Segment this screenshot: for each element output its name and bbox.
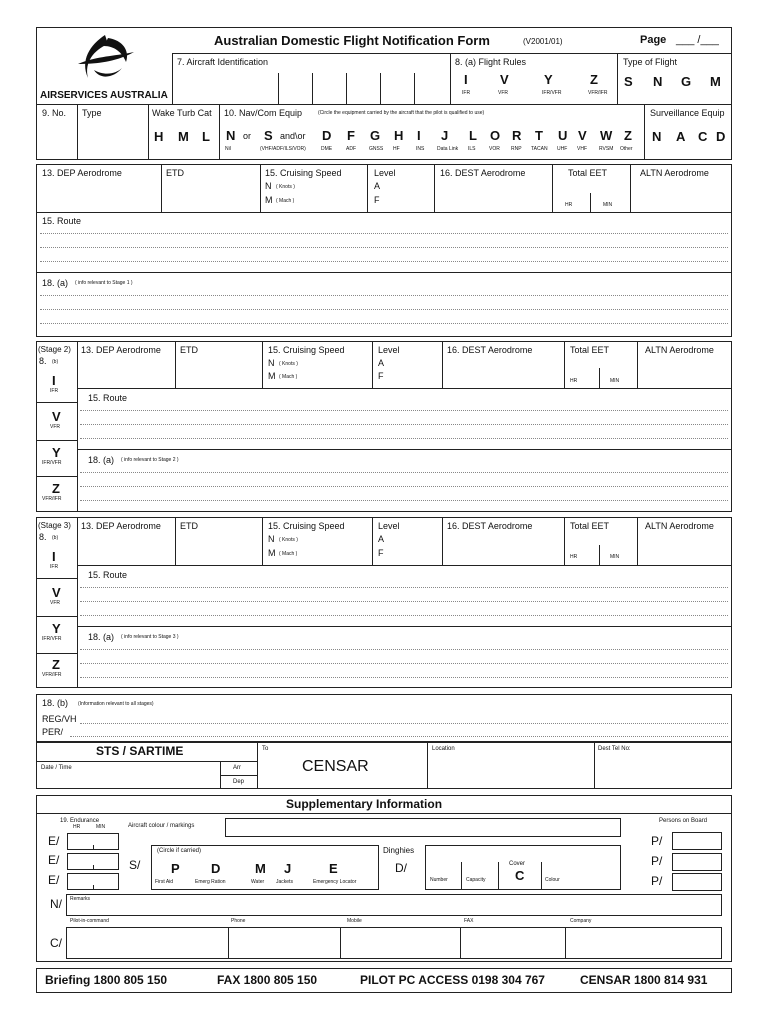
stage3-cruise-label: 15. Cruising Speed <box>268 521 345 531</box>
type-of-flight-label: Type of Flight <box>623 57 678 67</box>
survival-j-sub: Jackets <box>276 879 293 885</box>
stage3-rule-y[interactable]: Y <box>52 621 61 636</box>
n-label: N/ <box>50 897 62 911</box>
survival-m-sub: Water <box>251 879 265 885</box>
flight-type-m[interactable]: M <box>710 74 721 89</box>
s-label: S/ <box>129 858 141 872</box>
stage2-rule-z-sub: VFR/IFR <box>42 496 62 502</box>
navcom-options <box>222 128 643 154</box>
stage3-rule-v[interactable]: V <box>52 585 61 600</box>
navcom-9[interactable]: J <box>441 128 449 143</box>
aircraft-type-label: Type <box>82 108 102 118</box>
stage1-eet-label: Total EET <box>568 168 608 178</box>
sts-location: Location <box>432 746 455 752</box>
navcom-16[interactable]: W <box>600 128 613 143</box>
wake-turb-options <box>150 130 218 146</box>
flight-type-g[interactable]: G <box>681 74 692 89</box>
aircraft-colour-field[interactable] <box>225 818 621 837</box>
reg-label: REG/VH <box>42 714 77 724</box>
stage3-rule-y-sub: IFR/VFR <box>42 636 62 642</box>
c-label: C/ <box>50 936 62 950</box>
pic-label: Pilot-in-command <box>70 918 109 924</box>
navcom-5-sub: ADF <box>346 146 356 152</box>
flight-rules-options <box>452 71 617 101</box>
stage1-altn-label: ALTN Aerodrome <box>640 168 709 178</box>
wake-m[interactable]: M <box>178 129 189 144</box>
navcom-15[interactable]: V <box>578 128 587 143</box>
flight-rule-v[interactable]: V <box>500 72 509 87</box>
stage3-dep-label: 13. DEP Aerodrome <box>81 521 161 531</box>
surveillance-options <box>648 130 730 146</box>
surv-d[interactable]: D <box>716 129 726 144</box>
aircraft-id-label: 7. Aircraft Identification <box>177 57 269 67</box>
e-label-3: E/ <box>48 873 60 887</box>
mobile-label: Mobile <box>347 918 362 924</box>
navcom-17-sub: Other <box>620 146 633 152</box>
airservices-logo-icon <box>70 30 140 85</box>
survival-m[interactable]: M <box>255 861 266 876</box>
flight-type-s[interactable]: S <box>624 74 633 89</box>
navcom-4[interactable]: D <box>322 128 332 143</box>
survival-p-sub: First Aid <box>155 879 174 885</box>
stage1-cruise-label: 15. Cruising Speed <box>265 168 342 178</box>
stage3-rules-label: 8. <box>39 532 47 542</box>
stage3-info-label: 18. (a) <box>88 632 115 642</box>
dinghies-number: Number <box>430 877 448 883</box>
sts-date-time: Date / Time <box>41 765 72 771</box>
wake-l[interactable]: L <box>202 129 210 144</box>
stage2-rules-sub: (b) <box>52 359 59 365</box>
navcom-14[interactable]: U <box>558 128 568 143</box>
stage2-knots-unit: ( Knots ) <box>279 361 298 367</box>
navcom-4-sub: DME <box>321 146 333 152</box>
aircraft-id-cells[interactable] <box>278 73 450 104</box>
aircraft-colour-label: Aircraft colour / markings <box>128 823 195 829</box>
stage2-rules-label: 8. <box>39 356 47 366</box>
stage2-rule-v[interactable]: V <box>52 409 61 424</box>
flight-type-n[interactable]: N <box>653 74 663 89</box>
remarks-field[interactable] <box>66 894 722 916</box>
stage3-hr: HR <box>570 554 578 560</box>
navcom-0-sub: Nil <box>225 146 231 152</box>
surv-c[interactable]: C <box>698 129 708 144</box>
navcom-3[interactable]: and\or <box>280 131 306 141</box>
stage3-level-f: F <box>378 548 384 558</box>
survival-d-sub: Emerg Ration <box>195 879 226 885</box>
navcom-label: 10. Nav/Com Equip <box>224 108 303 118</box>
stage1-route-label: 15. Route <box>42 216 82 226</box>
navcom-10-sub: ILS <box>468 146 476 152</box>
e-label-2: E/ <box>48 853 60 867</box>
navcom-8-sub: INS <box>416 146 425 152</box>
navcom-12[interactable]: R <box>512 128 522 143</box>
dinghies-colour: Colour <box>545 877 560 883</box>
navcom-10[interactable]: L <box>469 128 477 143</box>
persons-field-2[interactable] <box>672 853 722 871</box>
org-name: AIRSERVICES AUSTRALIA <box>40 90 168 101</box>
navcom-0[interactable]: N <box>226 128 236 143</box>
survival-d[interactable]: D <box>211 861 221 876</box>
stage2-eet-label: Total EET <box>570 345 610 355</box>
stage1-knots-unit: ( Knots ) <box>276 184 295 190</box>
flight-rules-label: 8. (a) Flight Rules <box>455 57 527 67</box>
navcom-14-sub: UHF <box>557 146 568 152</box>
navcom-6[interactable]: G <box>370 128 381 143</box>
survival-options <box>153 858 377 888</box>
stage2-mach-unit: ( Mach ) <box>279 374 298 380</box>
stage3-knots-unit: ( Knots ) <box>279 537 298 543</box>
surveillance-label: Surveillance Equip <box>650 108 725 118</box>
stage1-level-label: Level <box>374 168 396 178</box>
stage3-rule-z-sub: VFR/IFR <box>42 672 62 678</box>
form-title: Australian Domestic Flight Notification Form <box>214 33 490 48</box>
flight-rule-v-sub: VFR <box>498 90 508 96</box>
surv-n[interactable]: N <box>652 129 662 144</box>
info-b-label: 18. (b) <box>42 698 69 708</box>
flight-rule-i-sub: IFR <box>462 90 471 96</box>
stage2-min: MIN <box>610 378 620 384</box>
persons-field-1[interactable] <box>672 832 722 850</box>
stage1-hr: HR <box>565 202 573 208</box>
stage1-dest-label: 16. DEST Aerodrome <box>440 168 526 178</box>
stage3-rules-options <box>36 542 77 688</box>
navcom-16-sub: RVSM <box>599 146 614 152</box>
stage1-info-label: 18. (a) <box>42 278 69 288</box>
stage3-rule-v-sub: VFR <box>50 600 60 606</box>
navcom-9-sub: Data Link <box>437 146 459 152</box>
stage2-hr: HR <box>570 378 578 384</box>
company-label: Company <box>570 918 592 924</box>
sts-dest-tel: Dest Tel No: <box>598 746 631 752</box>
survival-p[interactable]: P <box>171 861 180 876</box>
navcom-11[interactable]: O <box>490 128 501 143</box>
stage3-label: (Stage 3) <box>38 521 71 530</box>
circle-note: (Circle if carried) <box>157 848 202 854</box>
stage2-route-label: 15. Route <box>88 393 128 403</box>
navcom-5[interactable]: F <box>347 128 355 143</box>
navcom-15-sub: VHF <box>577 146 587 152</box>
stage2-knots-n: N <box>268 358 275 368</box>
stage3-dest-label: 16. DEST Aerodrome <box>447 521 533 531</box>
footer-censar: CENSAR 1800 814 931 <box>580 973 708 987</box>
stage2-rule-z[interactable]: Z <box>52 481 60 496</box>
stage1-mach-unit: ( Mach ) <box>276 198 295 204</box>
navcom-2-sub: (VHF/ADF/ILS/VOR) <box>260 146 306 152</box>
stage2-etd-label: ETD <box>180 345 198 355</box>
stage2-mach-m: M <box>268 371 276 381</box>
navcom-note: (Circle the equipment carried by the aircraft that the pilot is qualified to use) <box>318 110 485 116</box>
stage1-mach-m: M <box>265 195 273 205</box>
stage2-info-label: 18. (a) <box>88 455 115 465</box>
stage2-info-note: ( info relevant to Stage 2 ) <box>121 457 179 463</box>
number-label: 9. No. <box>42 108 67 118</box>
endurance-min: MIN <box>96 824 106 830</box>
navcom-17[interactable]: Z <box>624 128 632 143</box>
p-label-3: P/ <box>651 874 663 888</box>
stage3-mach-m: M <box>268 548 276 558</box>
survival-j[interactable]: J <box>284 861 292 876</box>
stage3-level-label: Level <box>378 521 400 531</box>
stage2-rule-i[interactable]: I <box>52 373 56 388</box>
navcom-8[interactable]: I <box>417 128 421 143</box>
page-number-field[interactable]: ___ /___ <box>676 34 719 46</box>
stage1-level-a: A <box>374 181 381 191</box>
footer-pilot-access: PILOT PC ACCESS 0198 304 767 <box>360 973 545 987</box>
stage3-altn-label: ALTN Aerodrome <box>645 521 714 531</box>
per-label: PER/ <box>42 727 64 737</box>
dinghies-label: Dinghies <box>383 846 415 855</box>
flight-rule-y[interactable]: Y <box>544 72 553 87</box>
stage2-dest-label: 16. DEST Aerodrome <box>447 345 533 355</box>
stage2-level-a: A <box>378 358 385 368</box>
stage1-info-note: ( info relevant to Stage 1 ) <box>75 280 133 286</box>
survival-e[interactable]: E <box>329 861 338 876</box>
flight-rule-z[interactable]: Z <box>590 72 598 87</box>
stage3-level-a: A <box>378 534 385 544</box>
stage3-rule-i-sub: IFR <box>50 564 59 570</box>
navcom-11-sub: VOR <box>489 146 500 152</box>
stage3-min: MIN <box>610 554 620 560</box>
stage3-mach-unit: ( Mach ) <box>279 551 298 557</box>
stage-1-block <box>36 164 732 337</box>
contact-field-row[interactable] <box>66 927 722 959</box>
stage3-info-note: ( info relevant to Stage 3 ) <box>121 634 179 640</box>
stage3-route-label: 15. Route <box>88 570 128 580</box>
stage2-rule-i-sub: IFR <box>50 388 59 394</box>
navcom-6-sub: GNSS <box>369 146 384 152</box>
surv-a[interactable]: A <box>676 129 686 144</box>
sts-to: To <box>262 746 269 752</box>
wake-h[interactable]: H <box>154 129 164 144</box>
stage1-dep-label: 13. DEP Aerodrome <box>42 168 122 178</box>
navcom-13-sub: TACAN <box>531 146 548 152</box>
dinghies-cover: Cover <box>509 861 526 867</box>
navcom-13[interactable]: T <box>535 128 543 143</box>
stage2-label: (Stage 2) <box>38 345 71 354</box>
navcom-2[interactable]: S <box>264 128 273 143</box>
stage1-knots-n: N <box>265 181 272 191</box>
navcom-7-sub: HF <box>393 146 400 152</box>
navcom-7[interactable]: H <box>394 128 404 143</box>
sts-dep: Dep <box>233 779 245 785</box>
flight-rule-i[interactable]: I <box>464 72 468 87</box>
persons-field-3[interactable] <box>672 873 722 891</box>
sts-censar: CENSAR <box>302 758 369 775</box>
stage2-rule-v-sub: VFR <box>50 424 60 430</box>
fax-label: FAX <box>464 918 474 924</box>
sts-arr: Arr <box>233 765 241 771</box>
stage3-etd-label: ETD <box>180 521 198 531</box>
d-label: D/ <box>395 861 407 875</box>
stage3-rule-z[interactable]: Z <box>52 657 60 672</box>
dinghies-cover-c: C <box>515 868 525 883</box>
stage2-rule-y-sub: IFR/VFR <box>42 460 62 466</box>
phone-label: Phone <box>231 918 246 924</box>
navcom-1[interactable]: or <box>243 131 252 141</box>
remarks-label: Remarks <box>70 896 91 902</box>
stage3-rule-i[interactable]: I <box>52 549 56 564</box>
sts-title: STS / SARTIME <box>96 744 184 758</box>
endurance-hr: HR <box>73 824 81 830</box>
page-label: Page <box>640 34 667 46</box>
footer-briefing: Briefing 1800 805 150 <box>45 973 168 987</box>
survival-e-sub: Emergency Locator <box>313 879 357 885</box>
form-version: (V2001/01) <box>523 37 563 46</box>
stage1-min: MIN <box>603 202 613 208</box>
info-b-note: (Information relevant to all stages) <box>78 701 154 707</box>
stage2-dep-label: 13. DEP Aerodrome <box>81 345 161 355</box>
stage2-altn-label: ALTN Aerodrome <box>645 345 714 355</box>
stage1-level-f: F <box>374 195 380 205</box>
stage1-etd-label: ETD <box>166 168 184 178</box>
dinghies-capacity: Capacity <box>466 877 486 883</box>
flight-rule-y-sub: IFR/VFR <box>542 90 562 96</box>
e-label-1: E/ <box>48 834 60 848</box>
stage3-eet-label: Total EET <box>570 521 610 531</box>
flight-rule-z-sub: VFR/IFR <box>588 90 608 96</box>
footer-fax: FAX 1800 805 150 <box>217 973 318 987</box>
stage2-rules-options <box>36 366 77 512</box>
endurance-label: 19. Endurance <box>60 818 100 824</box>
stage2-level-f: F <box>378 371 384 381</box>
navcom-12-sub: RNP <box>511 146 522 152</box>
p-label-1: P/ <box>651 834 663 848</box>
wake-turb-label: Wake Turb Cat <box>152 108 212 118</box>
stage2-cruise-label: 15. Cruising Speed <box>268 345 345 355</box>
flight-type-options <box>618 73 732 93</box>
persons-label: Persons on Board <box>659 818 708 824</box>
supp-title: Supplementary Information <box>286 797 443 811</box>
p-label-2: P/ <box>651 854 663 868</box>
stage3-knots-n: N <box>268 534 275 544</box>
stage2-level-label: Level <box>378 345 400 355</box>
stage2-rule-y[interactable]: Y <box>52 445 61 460</box>
stage3-rules-sub: (b) <box>52 535 59 541</box>
